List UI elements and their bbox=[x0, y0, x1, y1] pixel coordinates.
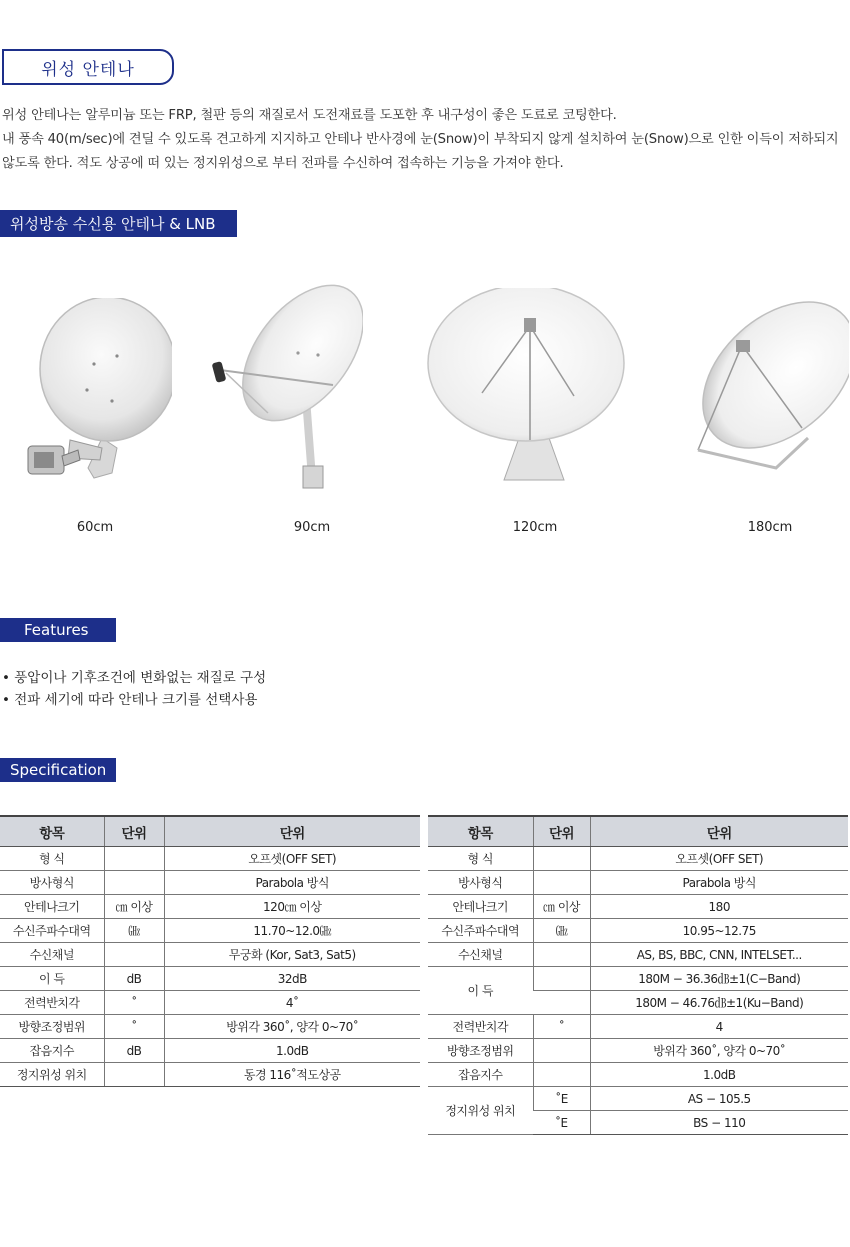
features-list bbox=[2, 667, 266, 711]
table-cell: 1.0dB bbox=[164, 1039, 420, 1063]
table-cell: dB bbox=[104, 967, 164, 991]
antenna-120cm-image bbox=[424, 288, 634, 488]
antenna-180cm-image bbox=[684, 300, 849, 475]
table-cell bbox=[533, 871, 590, 895]
table-cell: Parabola 방식 bbox=[164, 871, 420, 895]
section-heading-specification: Specification bbox=[0, 758, 116, 782]
table-cell: ㎓ bbox=[104, 919, 164, 943]
table-row bbox=[428, 1039, 848, 1063]
table-cell: 4 bbox=[590, 1015, 848, 1039]
table-cell: 방사형식 bbox=[428, 871, 533, 895]
table-cell: 방위각 360˚, 양각 0~70˚ bbox=[164, 1015, 420, 1039]
table-cell: 11.70~12.0㎓ bbox=[164, 919, 420, 943]
table-row bbox=[0, 919, 420, 943]
table-row bbox=[428, 943, 848, 967]
table-cell: Parabola 방식 bbox=[590, 871, 848, 895]
column-header: 단위 bbox=[590, 816, 848, 847]
table-cell: 오프셋(OFF SET) bbox=[590, 847, 848, 871]
section-heading-features: Features bbox=[0, 618, 116, 642]
table-cell: 수신주파수대역 bbox=[428, 919, 533, 943]
table-cell bbox=[533, 943, 590, 967]
page-title: 위성 안테나 bbox=[2, 49, 174, 85]
table-cell: dB bbox=[104, 1039, 164, 1063]
table-cell: 32dB bbox=[164, 967, 420, 991]
table-cell: 잡음지수 bbox=[0, 1039, 104, 1063]
table-cell: 방사형식 bbox=[0, 871, 104, 895]
table-cell: 수신주파수대역 bbox=[0, 919, 104, 943]
table-cell bbox=[104, 871, 164, 895]
table-cell: 정지위성 위치 bbox=[0, 1063, 104, 1087]
table-cell: 4˚ bbox=[164, 991, 420, 1015]
table-cell: 1.0dB bbox=[590, 1063, 848, 1087]
table-cell: 이 득 bbox=[428, 967, 533, 1015]
table-cell: ˚ bbox=[104, 991, 164, 1015]
table-cell: 전력반치각 bbox=[428, 1015, 533, 1039]
table-row bbox=[428, 919, 848, 943]
table-row bbox=[0, 1015, 420, 1039]
table-cell: 형 식 bbox=[0, 847, 104, 871]
table-cell: 잡음지수 bbox=[428, 1063, 533, 1087]
intro-paragraph bbox=[2, 104, 848, 176]
table-cell: ㎝ 이상 bbox=[533, 895, 590, 919]
table-cell: 수신채널 bbox=[0, 943, 104, 967]
section-heading-products: 위성방송 수신용 안테나 & LNB bbox=[0, 210, 237, 237]
table-cell bbox=[104, 1063, 164, 1087]
table-row bbox=[0, 943, 420, 967]
table-cell: 180M − 46.76㏈±1(Ku−Band) bbox=[590, 991, 848, 1015]
intro-line: 내 풍속 40(m/sec)에 견딜 수 있도록 견고하게 지지하고 안테나 반사경에 눈(Snow)이 부착되지 않게 설치하여 눈(Snow)으로 인한 이득이 저하되지 bbox=[2, 132, 839, 147]
column-header: 항목 bbox=[428, 816, 533, 847]
table-row bbox=[0, 847, 420, 871]
intro-line: 위성 안테나는 알루미늄 또는 FRP, 철판 등의 재질로서 도전재료를 도포한 후 내구성이 좋은 도료로 코팅한다. bbox=[2, 108, 617, 123]
table-row bbox=[0, 1039, 420, 1063]
table-cell: 안테나크기 bbox=[0, 895, 104, 919]
table-cell: 전력반치각 bbox=[0, 991, 104, 1015]
table-cell bbox=[104, 847, 164, 871]
table-cell: ˚E bbox=[533, 1111, 590, 1135]
table-row bbox=[428, 847, 848, 871]
product-caption: 60cm bbox=[76, 520, 114, 535]
column-header: 단위 bbox=[533, 816, 590, 847]
table-row bbox=[428, 871, 848, 895]
table-cell: 방위각 360˚, 양각 0~70˚ bbox=[590, 1039, 848, 1063]
table-cell: 방향조정범위 bbox=[428, 1039, 533, 1063]
table-row bbox=[0, 991, 420, 1015]
table-header-row bbox=[428, 816, 848, 847]
table-cell: AS, BS, BBC, CNN, INTELSET... bbox=[590, 943, 848, 967]
table-cell bbox=[104, 943, 164, 967]
table-cell: 10.95~12.75 bbox=[590, 919, 848, 943]
table-cell: 이 득 bbox=[0, 967, 104, 991]
spec-table-right bbox=[428, 815, 848, 1135]
product-caption: 180cm bbox=[747, 520, 793, 535]
table-cell: 무궁화 (Kor, Sat3, Sat5) bbox=[164, 943, 420, 967]
product-caption: 120cm bbox=[512, 520, 558, 535]
table-cell bbox=[533, 967, 590, 991]
antenna-60cm-image bbox=[22, 298, 172, 488]
table-cell: 안테나크기 bbox=[428, 895, 533, 919]
table-row bbox=[428, 895, 848, 919]
table-cell: 수신채널 bbox=[428, 943, 533, 967]
table-cell: ㎝ 이상 bbox=[104, 895, 164, 919]
column-header: 단위 bbox=[164, 816, 420, 847]
spec-table-left bbox=[0, 815, 420, 1087]
table-cell: 120㎝ 이상 bbox=[164, 895, 420, 919]
table-cell: AS − 105.5 bbox=[590, 1087, 848, 1111]
table-cell bbox=[533, 991, 590, 1015]
table-cell: 동경 116˚적도상공 bbox=[164, 1063, 420, 1087]
table-cell bbox=[533, 1063, 590, 1087]
table-cell: 180M − 36.36㏈±1(C−Band) bbox=[590, 967, 848, 991]
table-cell: 오프셋(OFF SET) bbox=[164, 847, 420, 871]
table-cell bbox=[533, 1039, 590, 1063]
table-cell: ㎓ bbox=[533, 919, 590, 943]
list-item: • 전파 세기에 따라 안테나 크기를 선택사용 bbox=[2, 692, 258, 708]
table-row bbox=[428, 1087, 848, 1111]
intro-line: 않도록 한다. 적도 상공에 떠 있는 정지위성으로 부터 전파를 수신하여 접속하는 기능을 가져야 한다. bbox=[2, 156, 564, 171]
table-row bbox=[0, 1063, 420, 1087]
table-cell: 방향조정범위 bbox=[0, 1015, 104, 1039]
table-row bbox=[428, 1015, 848, 1039]
table-cell: ˚ bbox=[104, 1015, 164, 1039]
column-header: 항목 bbox=[0, 816, 104, 847]
table-row bbox=[428, 967, 848, 991]
antenna-90cm-image bbox=[208, 278, 363, 493]
table-cell: 정지위성 위치 bbox=[428, 1087, 533, 1135]
table-row bbox=[428, 1063, 848, 1087]
table-header-row bbox=[0, 816, 420, 847]
product-caption: 90cm bbox=[293, 520, 331, 535]
table-cell: BS − 110 bbox=[590, 1111, 848, 1135]
table-row bbox=[0, 967, 420, 991]
list-item: • 풍압이나 기후조건에 변화없는 재질로 구성 bbox=[2, 670, 267, 686]
table-cell bbox=[533, 847, 590, 871]
table-row bbox=[0, 871, 420, 895]
table-cell: ˚E bbox=[533, 1087, 590, 1111]
table-cell: 180 bbox=[590, 895, 848, 919]
table-row bbox=[0, 895, 420, 919]
column-header: 단위 bbox=[104, 816, 164, 847]
table-cell: 형 식 bbox=[428, 847, 533, 871]
table-cell: ˚ bbox=[533, 1015, 590, 1039]
